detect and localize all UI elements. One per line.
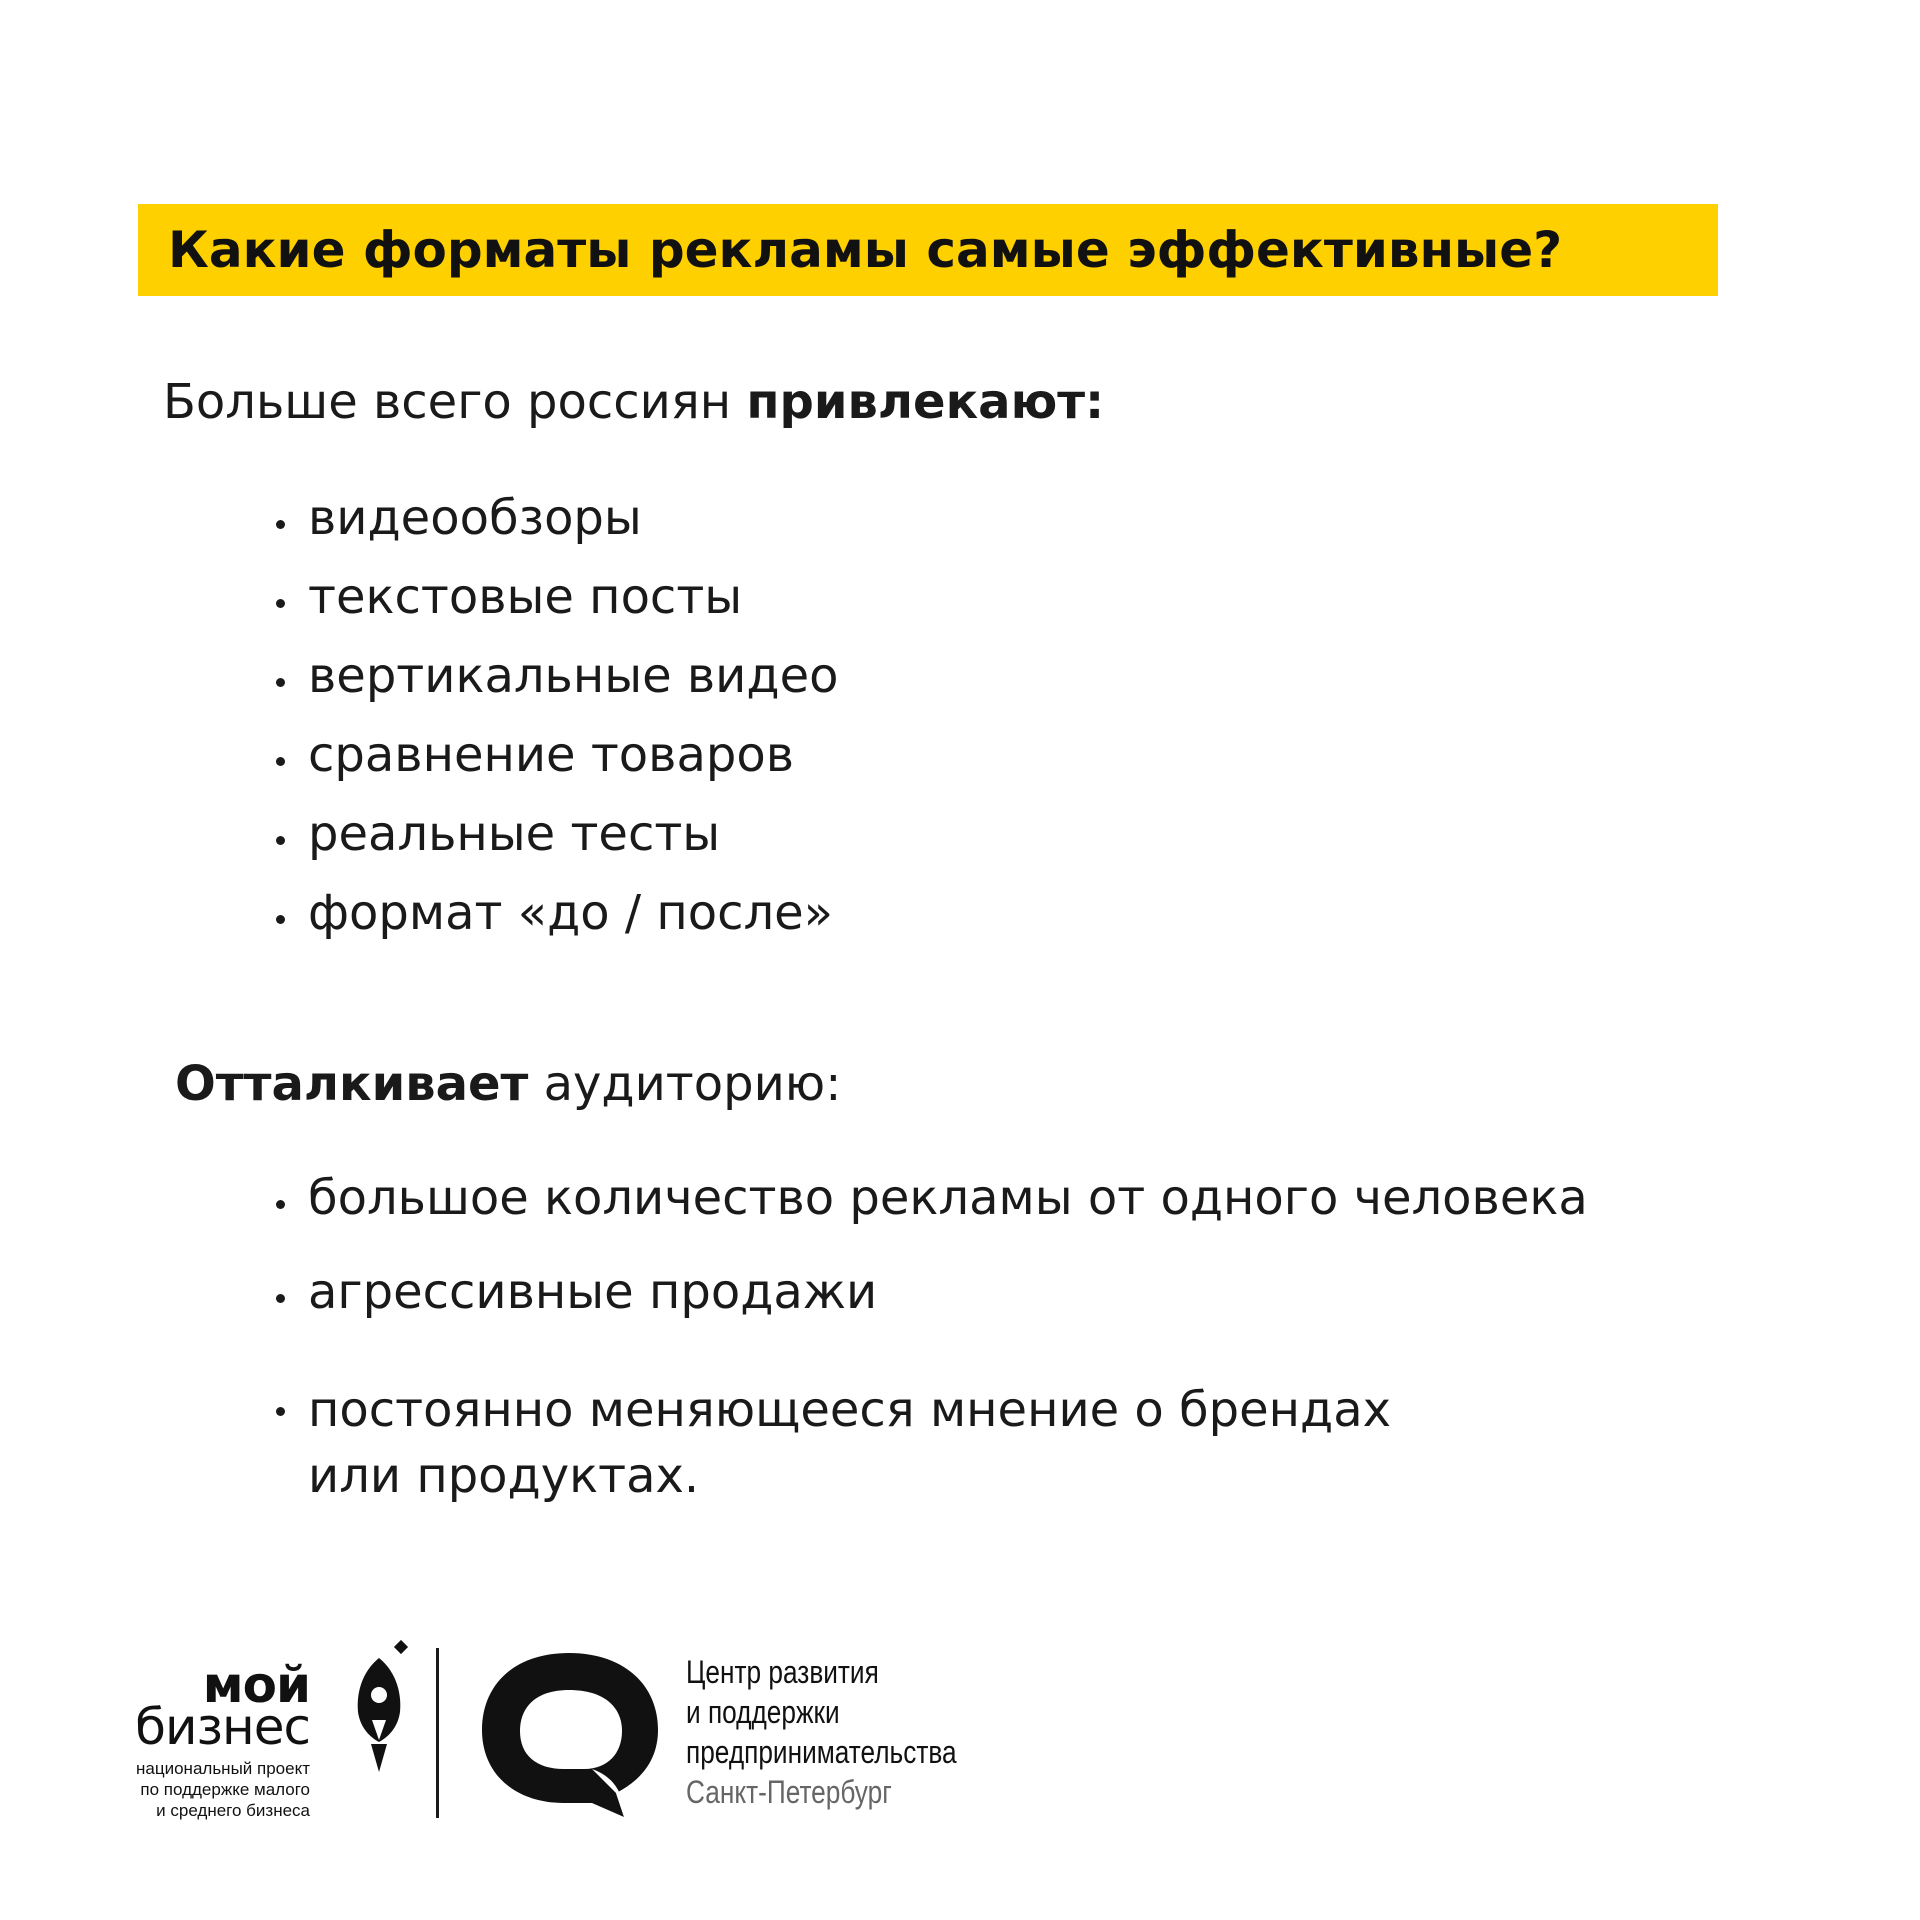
list-item <box>272 1377 1588 1509</box>
attract-heading <box>163 374 1105 430</box>
logo-subtitle-line: национальный проект <box>136 1759 310 1778</box>
speech-bubble-icon <box>474 1645 664 1820</box>
list-item: сравнение товаров <box>272 731 838 788</box>
list-item: видеообзоры <box>272 494 838 551</box>
title-banner <box>138 204 1718 296</box>
list-item: реальные тесты <box>272 810 838 867</box>
logo-subtitle-line: по поддержке малого <box>140 1780 310 1799</box>
center-logo-text <box>686 1652 957 1812</box>
footer-divider <box>436 1648 439 1818</box>
page-title: Какие форматы рекламы самые эффективные? <box>168 221 1563 279</box>
list-item: текстовые посты <box>272 573 838 630</box>
center-line: предпринимательства <box>686 1734 957 1770</box>
attract-lead: Больше всего россиян <box>163 374 747 430</box>
logo-subtitle <box>136 1758 310 1821</box>
attract-list <box>272 490 839 968</box>
logo-word-moi: мой <box>202 1656 310 1714</box>
list-item: агрессивные продажи <box>272 1268 1588 1325</box>
center-line: Центр развития <box>686 1654 879 1690</box>
repel-lead: аудиторию: <box>528 1056 842 1112</box>
list-item-line: постоянно меняющееся мнение о брендах <box>308 1382 1392 1438</box>
list-item: большое количество рекламы от одного человека <box>272 1174 1588 1231</box>
list-item: формат «до / после» <box>272 889 838 946</box>
logo-subtitle-line: и среднего бизнеса <box>156 1801 310 1820</box>
list-item: вертикальные видео <box>272 652 838 709</box>
logo-word-biznes: бизнес <box>135 1698 310 1756</box>
rocket-icon <box>344 1640 414 1780</box>
repel-lead-bold: Отталкивает <box>175 1056 529 1112</box>
list-item-line: или продуктах. <box>308 1448 700 1504</box>
center-line: и поддержки <box>686 1694 840 1730</box>
center-city: Санкт-Петербург <box>686 1774 892 1810</box>
attract-lead-bold: привлекают: <box>746 374 1105 430</box>
repel-list <box>272 1170 1588 1509</box>
repel-heading <box>175 1056 842 1112</box>
moi-biznes-logo <box>118 1640 418 1820</box>
